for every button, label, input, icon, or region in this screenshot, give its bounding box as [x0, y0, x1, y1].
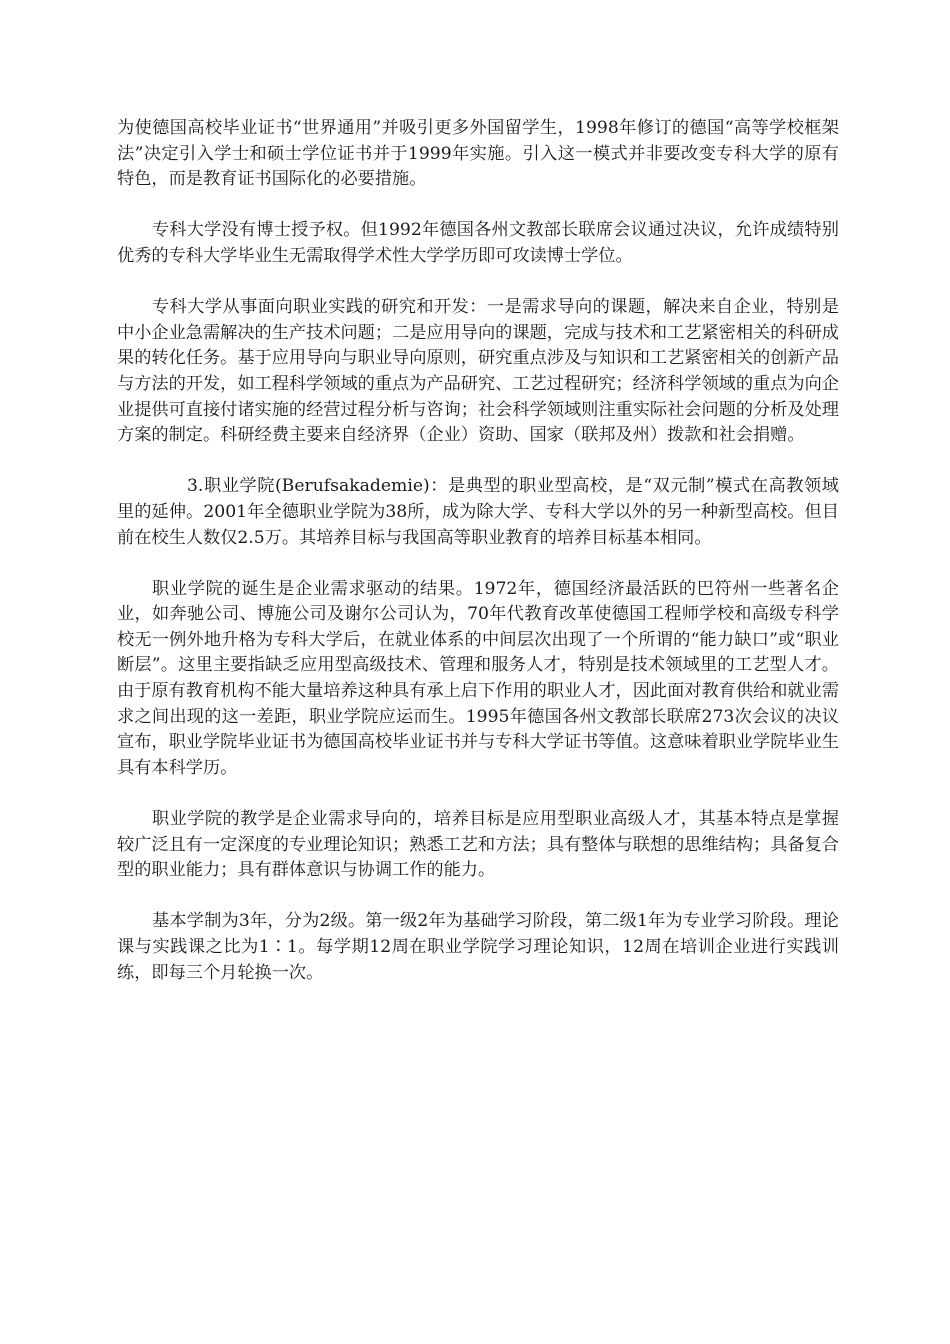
paragraph-research-development: 专科大学从事面向职业实践的研究和开发：一是需求导向的课题，解决来自企业，特别是中小企业急需解决的生产技术问题；二是应用导向的课题，完成与技术和工艺紧密相关的科研成果的转化任务。基于应用导向与职业导向原则，研究重点涉及与知识和工艺紧密相关的创新产品与方法的开发，如工程科学领域的重点为产品研究、工艺过程研究；经济科学领域的重点为向企业提供可直接付诸实施的经营过程分析与咨询；社会科学领域则注重实际社会问题的分析及处理方案的制定。科研经费主要来自经济界（企业）资助、国家（联邦及州）拨款和社会捐赠。 — [117, 297, 839, 446]
paragraph-teaching-goals: 职业学院的教学是企业需求导向的，培养目标是应用型职业高级人才，其基本特点是掌握较广泛且有一定深度的专业理论知识；熟悉工艺和方法；具有整体与联想的思维结构；具备复合型的职业能力；具有群体意识与协调工作的能力。 — [117, 809, 839, 881]
paragraph-study-structure: 基本学制为3年，分为2级。第一级2年为基础学习阶段，第二级1年为专业学习阶段。理论课与实践课之比为1∶1。每学期12周在职业学院学习理论知识，12周在培训企业进行实践训练，即每三个月轮换一次。 — [117, 911, 839, 983]
paragraph-berufsakademie-origin: 职业学院的诞生是企业需求驱动的结果。1972年，德国经济最活跃的巴符州一些著名企业，如奔驰公司、博施公司及谢尔公司认为，70年代教育改革使德国工程师学校和高级专科学校无一例外地升格为专科大学后，在就业体系的中间层次出现了一个所谓的“能力缺口”或“职业断层”。这里主要指缺乏应用型高级技术、管理和服务人才，特别是技术领域里的工艺型人才。由于原有教育机构不能大量培养这种具有承上启下作用的职业人才，因此面对教育供给和就业需求之间出现的这一差距，职业学院应运而生。1995年德国各州文教部长联席273次会议的决议宣布，职业学院毕业证书为德国高校毕业证书并与专科大学证书等值。这意味着职业学院毕业生具有本科学历。 — [117, 578, 839, 778]
paragraph-berufsakademie-intro: 3.职业学院(Berufsakademie)：是典型的职业型高校，是“双元制”模式在高教领域里的延伸。2001年全德职业学院为38所，成为除大学、专科大学以外的另一种新型高校。但目前在校生人数仅2.5万。其培养目标与我国高等职业教育的培养目标基本相同。 — [117, 476, 839, 548]
paragraph-degree-reform: 为使德国高校毕业证书“世界通用”并吸引更多外国留学生，1998年修订的德国“高等学校框架法”决定引入学士和硕士学位证书并于1999年实施。引入这一模式并非要改变专科大学的原有特色，而是教育证书国际化的必要措施。 — [117, 118, 839, 190]
paragraph-doctorate-rights: 专科大学没有博士授予权。但1992年德国各州文教部长联席会议通过决议，允许成绩特别优秀的专科大学毕业生无需取得学术性大学学历即可攻读博士学位。 — [117, 220, 839, 266]
document-body — [117, 116, 839, 1012]
